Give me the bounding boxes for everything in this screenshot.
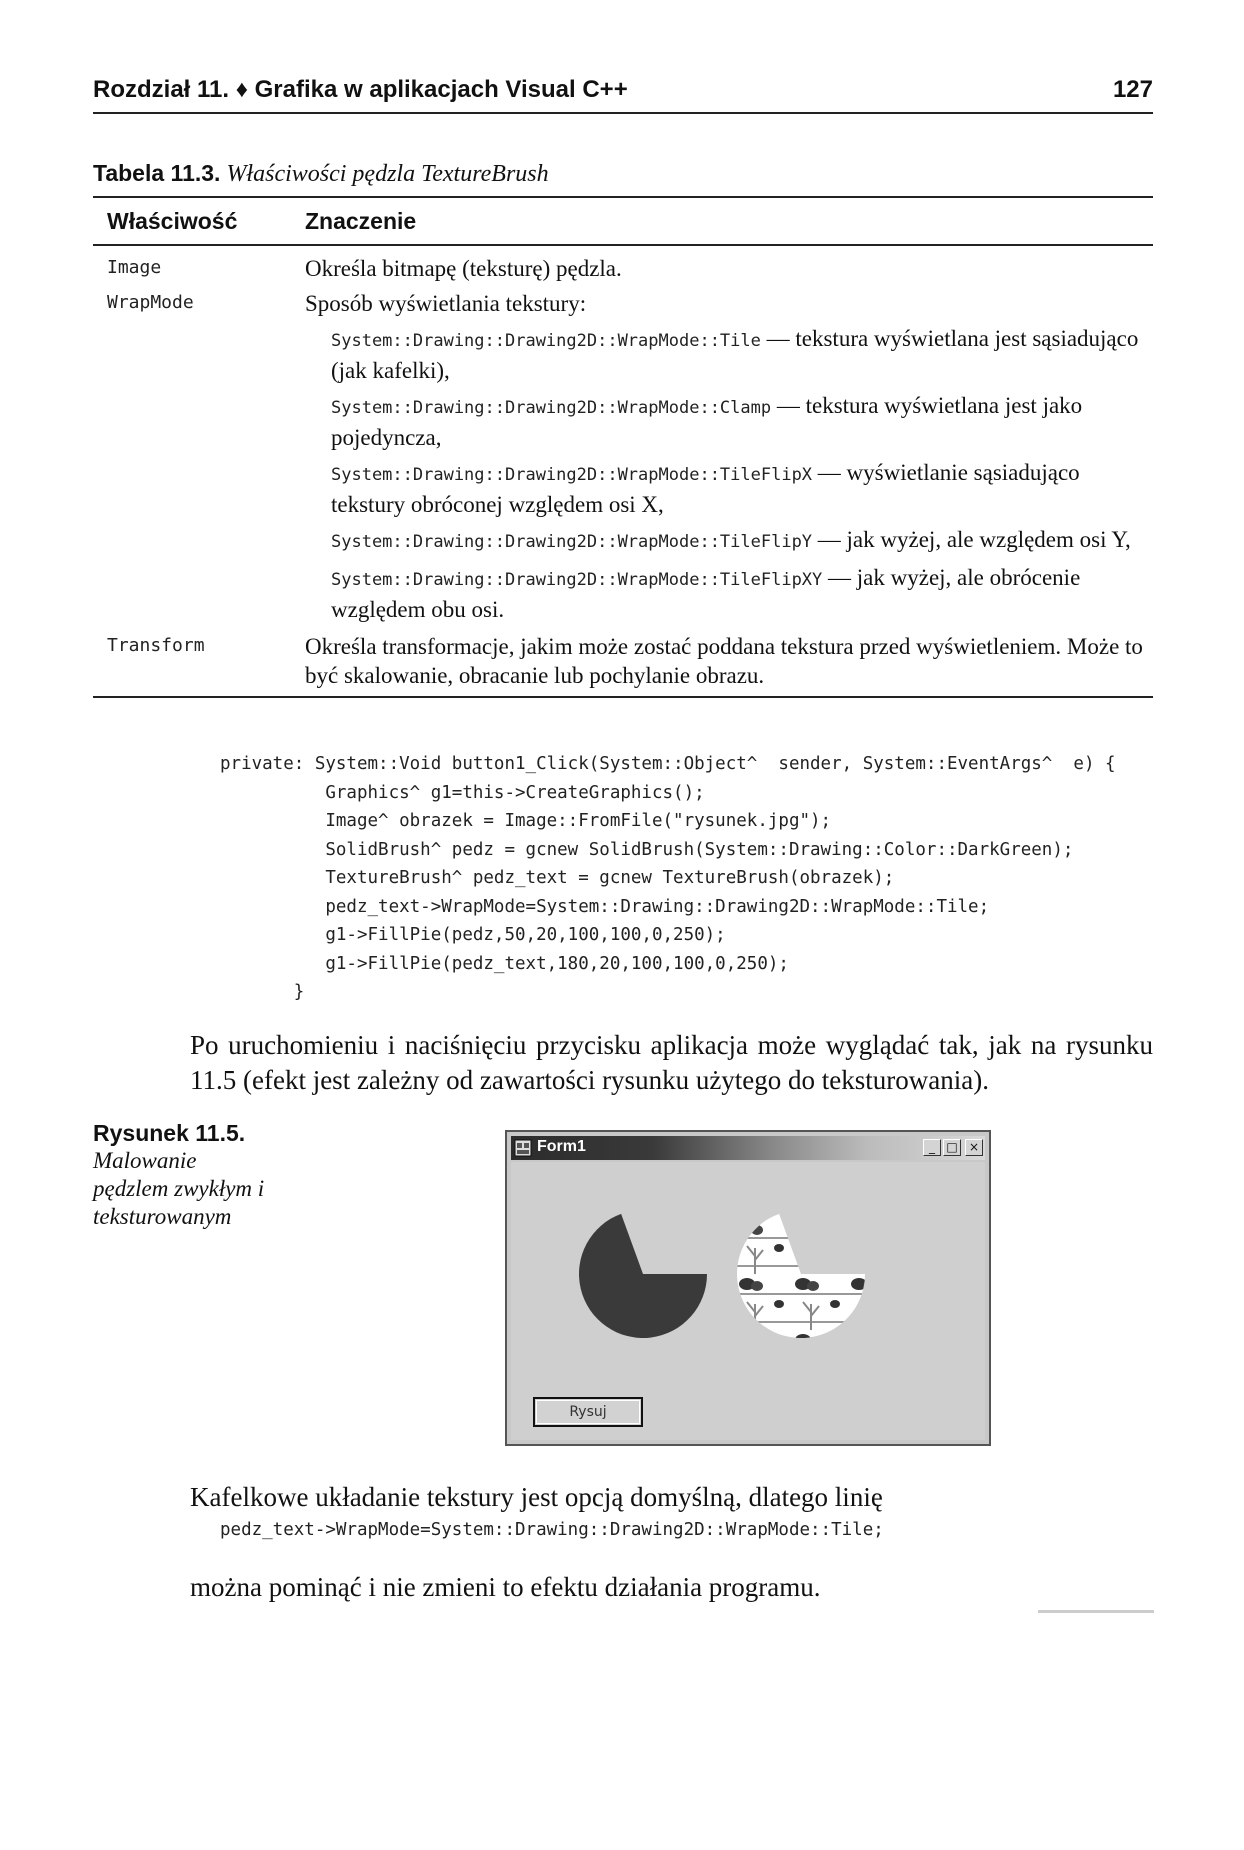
wrap-option-text: — wyświetlanie sąsiadująco tekstury obróconej względem osi X, [331, 460, 1080, 517]
code-line: Image^ obrazek = Image::FromFile("rysunek.jpg"); [220, 811, 832, 831]
code-line: pedz_text->WrapMode=System::Drawing::Drawing2D::WrapMode::Tile; [220, 896, 990, 917]
code-line: TextureBrush^ pedz_text = gcnew TextureBrush(obrazek); [220, 868, 895, 888]
code-snippet: pedz_text->WrapMode=System::Drawing::Drawing2D::WrapMode::Tile; [220, 1520, 884, 1540]
table-header-row [93, 198, 1153, 246]
minimize-icon[interactable]: _ [923, 1139, 941, 1156]
table-caption [93, 160, 549, 188]
wrap-option-text: — tekstura wyświetlana jest jako pojedyncza, [331, 393, 1083, 450]
paragraph-result: Po uruchomieniu i naciśnięciu przycisku aplikacja może wyglądać tak, jak na rysunku 11.5 (efekt jest zależny od zawartości rysunku użytego do teksturowania). [190, 1030, 1153, 1095]
paragraph-default-tile: Kafelkowe układanie tekstury jest opcją domyślną, dlatego linię [190, 1482, 883, 1512]
table-caption-text: Właściwości pędzla TextureBrush [226, 161, 549, 187]
wrap-option [331, 525, 1141, 557]
header-meaning: Znaczenie [305, 208, 417, 234]
texture-pie-shape [737, 1214, 865, 1338]
wrap-option-text: — jak wyżej, ale względem osi Y, [812, 527, 1131, 552]
wrap-option [331, 391, 1141, 452]
wrap-option [331, 458, 1141, 519]
paragraph-conclusion: można pominąć i nie zmieni to efektu działania programu. [190, 1572, 821, 1602]
form-icon [514, 1139, 532, 1157]
window-titlebar[interactable] [511, 1136, 985, 1160]
wrap-option-code: System::Drawing::Drawing2D::WrapMode::Clamp [331, 398, 772, 418]
property-description: Sposób wyświetlania tekstury: [305, 291, 587, 316]
code-line: g1->FillPie(pedz_text,180,20,100,100,0,250); [220, 953, 789, 974]
table-row-transform [93, 632, 1153, 690]
code-line: SolidBrush^ pedz = gcnew SolidBrush(System::Drawing::Color::DarkGreen); [220, 839, 1074, 860]
page-number: 127 [1112, 76, 1153, 103]
code-line: Graphics^ g1=this->CreateGraphics(); [220, 782, 705, 803]
wrap-option-text: — tekstura wyświetlana jest sąsiadująco (jak kafelki), [331, 326, 1139, 383]
property-name: Transform [107, 635, 205, 656]
solid-pie-shape [579, 1214, 707, 1338]
running-header [93, 76, 1153, 114]
rysuj-button[interactable]: Rysuj [533, 1397, 643, 1427]
form1-window-screenshot [505, 1130, 991, 1446]
properties-table [93, 196, 1153, 698]
property-name: Image [107, 257, 162, 278]
code-line: } [220, 982, 305, 1002]
form-client-area [511, 1162, 985, 1440]
wrap-option-text: — jak wyżej, ale obrócenie względem obu osi. [331, 565, 1081, 622]
wrap-option-code: System::Drawing::Drawing2D::WrapMode::TileFlipXY [331, 570, 823, 590]
wrap-option-code: System::Drawing::Drawing2D::WrapMode::TileFlipX [331, 465, 813, 485]
figure-caption-text: Malowanie pędzlem zwykłym i teksturowanym [93, 1148, 265, 1229]
table-caption-label: Tabela 11.3. [93, 160, 221, 186]
wrap-option [331, 563, 1141, 624]
property-name: WrapMode [107, 292, 194, 313]
table-bottom-rule [93, 696, 1153, 698]
code-line: g1->FillPie(pedz,50,20,100,100,0,250); [220, 925, 726, 945]
wrap-option-code: System::Drawing::Drawing2D::WrapMode::TileFlipY [331, 532, 813, 552]
close-icon[interactable]: × [965, 1139, 983, 1156]
footer-rule [1038, 1610, 1154, 1613]
chapter-title: Rozdział 11. ♦ Grafika w aplikacjach Visual C++ [93, 76, 628, 103]
wrap-option-code: System::Drawing::Drawing2D::WrapMode::Tile [331, 331, 761, 351]
code-line: private: System::Void button1_Click(System::Object^ sender, System::EventArgs^ e) { [220, 754, 1116, 774]
figure-caption [93, 1120, 273, 1231]
header-property: Właściwość [107, 208, 238, 234]
window-title: Form1 [537, 1138, 586, 1155]
code-listing [220, 750, 1116, 1007]
property-description: Określa transformacje, jakim może zostać poddana tekstura przed wyświetleniem. Może to być skalowanie, obracanie lub pochylanie obrazu. [305, 634, 1143, 688]
maximize-icon[interactable]: □ [943, 1139, 961, 1156]
table-row-wrapmode [93, 289, 1153, 624]
wrap-option [331, 324, 1141, 385]
figure-label: Rysunek 11.5. [93, 1120, 246, 1146]
table-row-image [93, 254, 1153, 283]
property-description: Określa bitmapę (teksturę) pędzla. [305, 256, 622, 281]
